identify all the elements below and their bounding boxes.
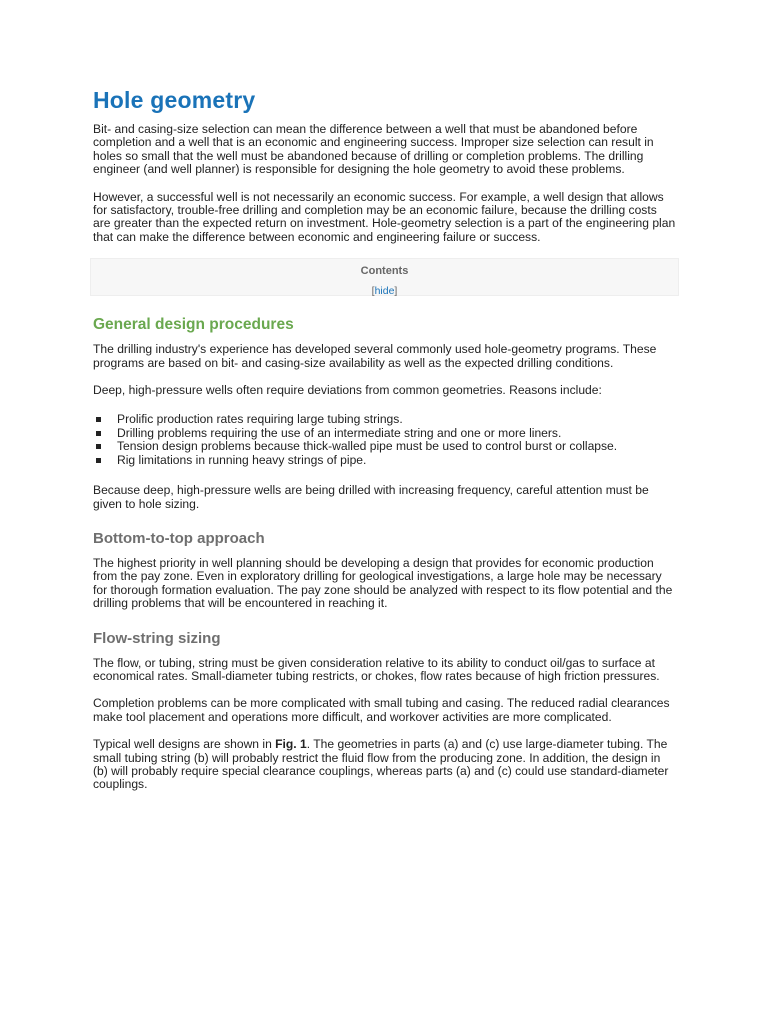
list-item [117, 413, 677, 426]
toc-toggle [91, 284, 678, 298]
reasons-list [93, 413, 677, 467]
square-bullet-icon [96, 458, 101, 463]
figure-reference: Fig. 1 [275, 737, 307, 752]
typical-designs-prefix: Typical well designs are shown in [93, 737, 276, 752]
square-bullet-icon [96, 444, 101, 449]
flow-string-paragraph-1: The flow, or tubing, string must be given consideration relative to its ability to conduct oil/gas to surface at economical rates. Small-diameter tubing restricts, or chokes, flow rates because of high friction pressures. [93, 655, 660, 683]
section-heading-flow-string: Flow-string sizing [93, 629, 221, 647]
general-design-paragraph-2: Deep, high-pressure wells often require deviations from common geometries. Reasons include: [93, 383, 602, 398]
toc-title: Contents [360, 265, 409, 278]
flow-string-paragraph-2: Completion problems can be more complicated with small tubing and casing. The reduced radial clearances make tool placement and operations more difficult, and workover activities are more complicated. [93, 696, 670, 724]
general-design-closing: Because deep, high-pressure wells are being drilled with increasing frequency, careful attention must be given to hole sizing. [93, 483, 649, 511]
section-heading-bottom-to-top: Bottom-to-top approach [93, 529, 265, 547]
typical-designs-suffix: . The geometries in parts (a) and (c) use large-diameter tubing. The small tubing string (b) will probably restrict the fluid flow from the producing zone. In addition, the design in (b) will probably require special clearance couplings, whereas parts (a) and (c) could use standard-diameter couplings. [93, 737, 669, 792]
table-of-contents [90, 258, 679, 296]
general-design-paragraph-1: The drilling industry's experience has developed several commonly used hole-geometry programs. These programs are based on bit- and casing-size availability as well as the expected drilling conditions. [93, 342, 657, 370]
list-item-text: Drilling problems requiring the use of an intermediate string and one or more liners. [117, 425, 562, 440]
list-item-text: Tension design problems because thick-walled pipe must be used to control burst or collapse. [117, 439, 618, 454]
list-item [117, 440, 677, 453]
toc-bracket-open: [ [371, 285, 375, 298]
bottom-to-top-paragraph: The highest priority in well planning should be developing a design that provides for economic production from the pay zone. Even in exploratory drilling for geological investigations, a large hole may be necessary for thorough formation evaluation. The pay zone should be analyzed with respect to its flow potential and the drilling problems that will be encountered in reaching it. [93, 555, 673, 611]
toc-bracket-close: ] [394, 285, 398, 298]
list-item-text: Rig limitations in running heavy strings of pipe. [117, 452, 367, 467]
square-bullet-icon [96, 431, 101, 436]
list-item [117, 427, 677, 440]
section-heading-general-design: General design procedures [93, 316, 294, 334]
flow-string-paragraph-3 [93, 738, 677, 792]
intro-paragraph-1: Bit- and casing-size selection can mean the difference between a well that must be abandoned before completion and a well that is an economic and engineering success. Improper size selection can result in holes so small that the well must be abandoned because of drilling or completion problems. The drilling engineer (and well planner) is responsible for designing the hole geometry to avoid these problems. [93, 122, 654, 177]
list-item [117, 454, 677, 467]
square-bullet-icon [96, 417, 101, 422]
list-item-text: Prolific production rates requiring large tubing strings. [117, 412, 403, 427]
page-title: Hole geometry [93, 87, 256, 113]
toc-hide-link[interactable]: hide [374, 285, 395, 298]
intro-paragraph-2: However, a successful well is not necessarily an economic success. For example, a well design that allows for satisfactory, trouble-free drilling and completion may be an economic failure, because the drilling costs are greater than the expected return on investment. Hole-geometry selection is a part of the engineering plan that can make the difference between economic and engineering failure or success. [93, 189, 676, 244]
